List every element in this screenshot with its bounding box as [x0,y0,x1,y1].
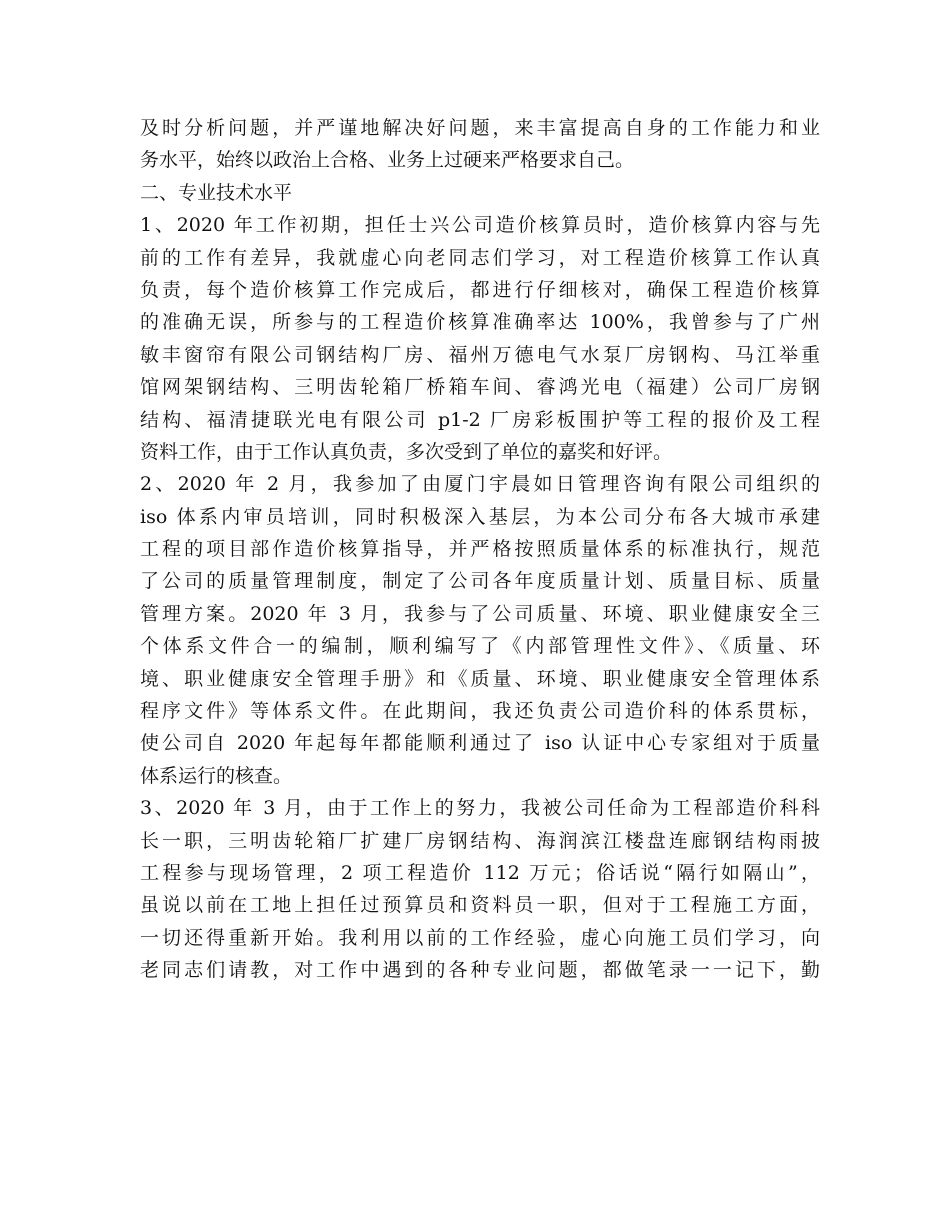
text-line: 长一职，三明齿轮箱厂扩建厂房钢结构、海润滨江楼盘连廊钢结构雨披 [140,829,820,852]
text-line: 虽说以前在工地上担任过预算员和资料员一职，但对于工程施工方面， [140,894,820,917]
text-line: 了公司的质量管理制度，制定了公司各年度质量计划、质量目标、质量 [140,570,820,593]
text-line: 结构、福清捷联光电有限公司 p1-2 厂房彩板围护等工程的报价及工程 [140,408,820,431]
text-line: 的准确无误，所参与的工程造价核算准确率达 100%，我曾参与了广州 [140,311,820,334]
text-line: 老同志们请教，对工作中遇到的各种专业问题，都做笔录一一记下，勤 [140,959,820,982]
text-line: 馆网架钢结构、三明齿轮箱厂桥箱车间、睿鸿光电（福建）公司厂房钢 [140,376,820,399]
text-line: 一切还得重新开始。我利用以前的工作经验，虚心向施工员们学习，向 [140,926,820,949]
text-line: 程序文件》等体系文件。在此期间，我还负责公司造价科的体系贯标， [140,700,820,723]
text-line: 工程的项目部作造价核算指导，并严格按照质量体系的标准执行，规范 [140,538,820,561]
text-line: 使公司自 2020 年起每年都能顺利通过了 iso 认证中心专家组对于质量 [140,732,820,755]
text-line: 个体系文件合一的编制，顺利编写了《内部管理性文件》、《质量、环 [140,635,820,658]
text-line: 前的工作有差异，我就虚心向老同志们学习，对工程造价核算工作认真 [140,246,820,269]
text-line: 1、2020 年工作初期，担任士兴公司造价核算员时，造价核算内容与先 [140,214,820,237]
document-body [140,112,820,987]
text-line: 及时分析问题，并严谨地解决好问题，来丰富提高自身的工作能力和业 [140,117,820,139]
text-line: 2、2020 年 2 月，我参加了由厦门宇晨如日管理咨询有限公司组织的 [140,473,820,496]
text-line: 务水平，始终以政治上合格、业务上过硬来严格要求自己。 [140,149,635,172]
text-line: 负责，每个造价核算工作完成后，都进行仔细核对，确保工程造价核算 [140,278,820,301]
text-line: 体系运行的核查。 [140,764,293,787]
text-line: 境、职业健康安全管理手册》和《质量、环境、职业健康安全管理体系 [140,667,820,690]
text-line: 3、2020 年 3 月，由于工作上的努力，我被公司任命为工程部造价科科 [140,797,820,820]
text-line: 管理方案。2020 年 3 月，我参与了公司质量、环境、职业健康安全三 [140,602,820,625]
text-line: iso 体系内审员培训，同时积极深入基层，为本公司分布各大城市承建 [140,505,820,528]
text-line: 敏丰窗帘有限公司钢结构厂房、福州万德电气水泵厂房钢构、马江举重 [140,343,820,366]
text-line: 工程参与现场管理，2 项工程造价 112 万元；俗话说“隔行如隔山”， [140,861,820,884]
text-line: 资料工作，由于工作认真负责，多次受到了单位的嘉奖和好评。 [140,440,673,463]
section-heading: 二、专业技术水平 [140,181,293,204]
